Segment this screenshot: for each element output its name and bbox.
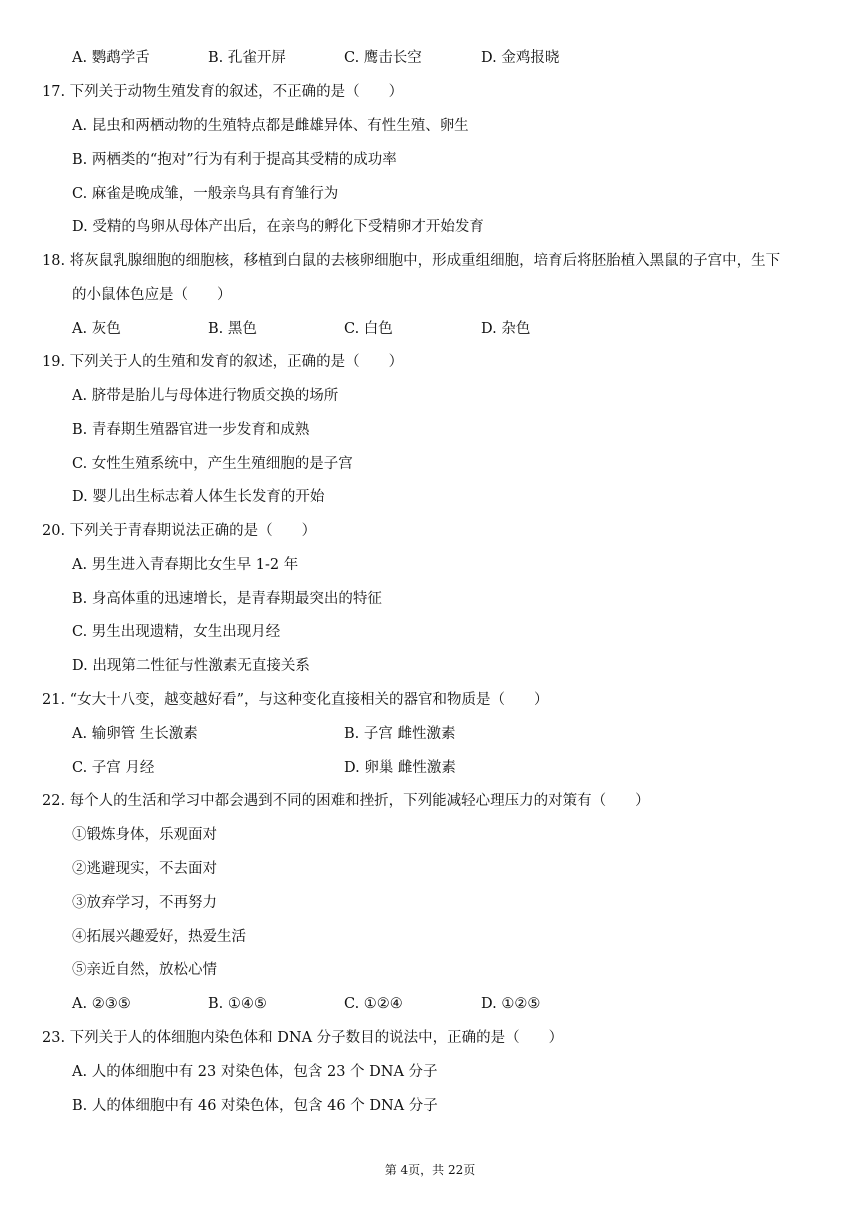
q17-option-c: C. 麻雀是晚成雏，一般亲鸟具有育雏行为 xyxy=(72,186,339,202)
q16-option-a: A. 鹦鹉学舌 xyxy=(72,50,150,66)
q22-item-3: ③放弃学习，不再努力 xyxy=(72,895,217,911)
q18-option-d: D. 杂色 xyxy=(481,321,531,337)
q22-option-a: A. ②③⑤ xyxy=(72,996,131,1012)
q20-option-c: C. 男生出现遗精，女生出现月经 xyxy=(72,624,281,640)
q16-option-d: D. 金鸡报晓 xyxy=(481,50,560,66)
q19-option-d: D. 婴儿出生标志着人体生长发育的开始 xyxy=(72,489,325,505)
q16-option-b: B. 孔雀开屏 xyxy=(208,50,286,66)
q19-option-a: A. 脐带是胎儿与母体进行物质交换的场所 xyxy=(72,388,339,404)
q21-option-a: A. 输卵管 生长激素 xyxy=(72,726,198,742)
q16-option-c: C. 鹰击长空 xyxy=(344,50,422,66)
q18-option-b: B. 黑色 xyxy=(208,321,257,337)
q20-option-b: B. 身高体重的迅速增长，是青春期最突出的特征 xyxy=(72,591,382,607)
q22-item-4: ④拓展兴趣爱好，热爱生活 xyxy=(72,929,246,945)
q22-item-5: ⑤亲近自然，放松心情 xyxy=(72,962,217,978)
q21-option-b: B. 子宫 雌性激素 xyxy=(344,726,456,742)
q18-stem-line1: 18. 将灰鼠乳腺细胞的细胞核，移植到白鼠的去核卵细胞中，形成重组细胞，培育后将胚胎植入黑鼠的子宫中，生下 xyxy=(42,253,781,269)
q18-option-c: C. 白色 xyxy=(344,321,393,337)
q21-stem: 21. “女大十八变，越变越好看”，与这种变化直接相关的器官和物质是（ ） xyxy=(42,692,549,708)
q22-option-d: D. ①②⑤ xyxy=(481,996,541,1012)
q18-stem-line2: 的小鼠体色应是（ ） xyxy=(72,287,232,303)
q17-option-a: A. 昆虫和两栖动物的生殖特点都是雌雄异体、有性生殖、卵生 xyxy=(72,118,469,134)
q22-item-1: ①锻炼身体，乐观面对 xyxy=(72,827,217,843)
q22-item-2: ②逃避现实，不去面对 xyxy=(72,861,217,877)
q22-stem: 22. 每个人的生活和学习中都会遇到不同的困难和挫折，下列能减轻心理压力的对策有（ ） xyxy=(42,793,650,809)
q18-option-a: A. 灰色 xyxy=(72,321,121,337)
page-footer: 第 4页，共 22页 xyxy=(384,1163,476,1177)
q21-option-c: C. 子宫 月经 xyxy=(72,760,155,776)
q20-option-a: A. 男生进入青春期比女生早 1-2 年 xyxy=(72,557,299,573)
q23-option-a: A. 人的体细胞中有 23 对染色体，包含 23 个 DNA 分子 xyxy=(72,1064,438,1080)
q22-option-c: C. ①②④ xyxy=(344,996,403,1012)
q22-option-b: B. ①④⑤ xyxy=(208,996,267,1012)
q23-option-b: B. 人的体细胞中有 46 对染色体，包含 46 个 DNA 分子 xyxy=(72,1098,438,1114)
q19-option-c: C. 女性生殖系统中，产生生殖细胞的是子宫 xyxy=(72,456,353,472)
q19-stem: 19. 下列关于人的生殖和发育的叙述，正确的是（ ） xyxy=(42,354,404,370)
q20-stem: 20. 下列关于青春期说法正确的是（ ） xyxy=(42,523,317,539)
q23-stem: 23. 下列关于人的体细胞内染色体和 DNA 分子数目的说法中，正确的是（ ） xyxy=(42,1030,564,1046)
q17-stem: 17. 下列关于动物生殖发育的叙述，不正确的是（ ） xyxy=(42,84,404,100)
q21-option-d: D. 卵巢 雌性激素 xyxy=(344,760,456,776)
q20-option-d: D. 出现第二性征与性激素无直接关系 xyxy=(72,658,310,674)
q17-option-b: B. 两栖类的“抱对”行为有利于提高其受精的成功率 xyxy=(72,152,397,168)
q19-option-b: B. 青春期生殖器官进一步发育和成熟 xyxy=(72,422,310,438)
q17-option-d: D. 受精的鸟卵从母体产出后，在亲鸟的孵化下受精卵才开始发育 xyxy=(72,219,484,235)
